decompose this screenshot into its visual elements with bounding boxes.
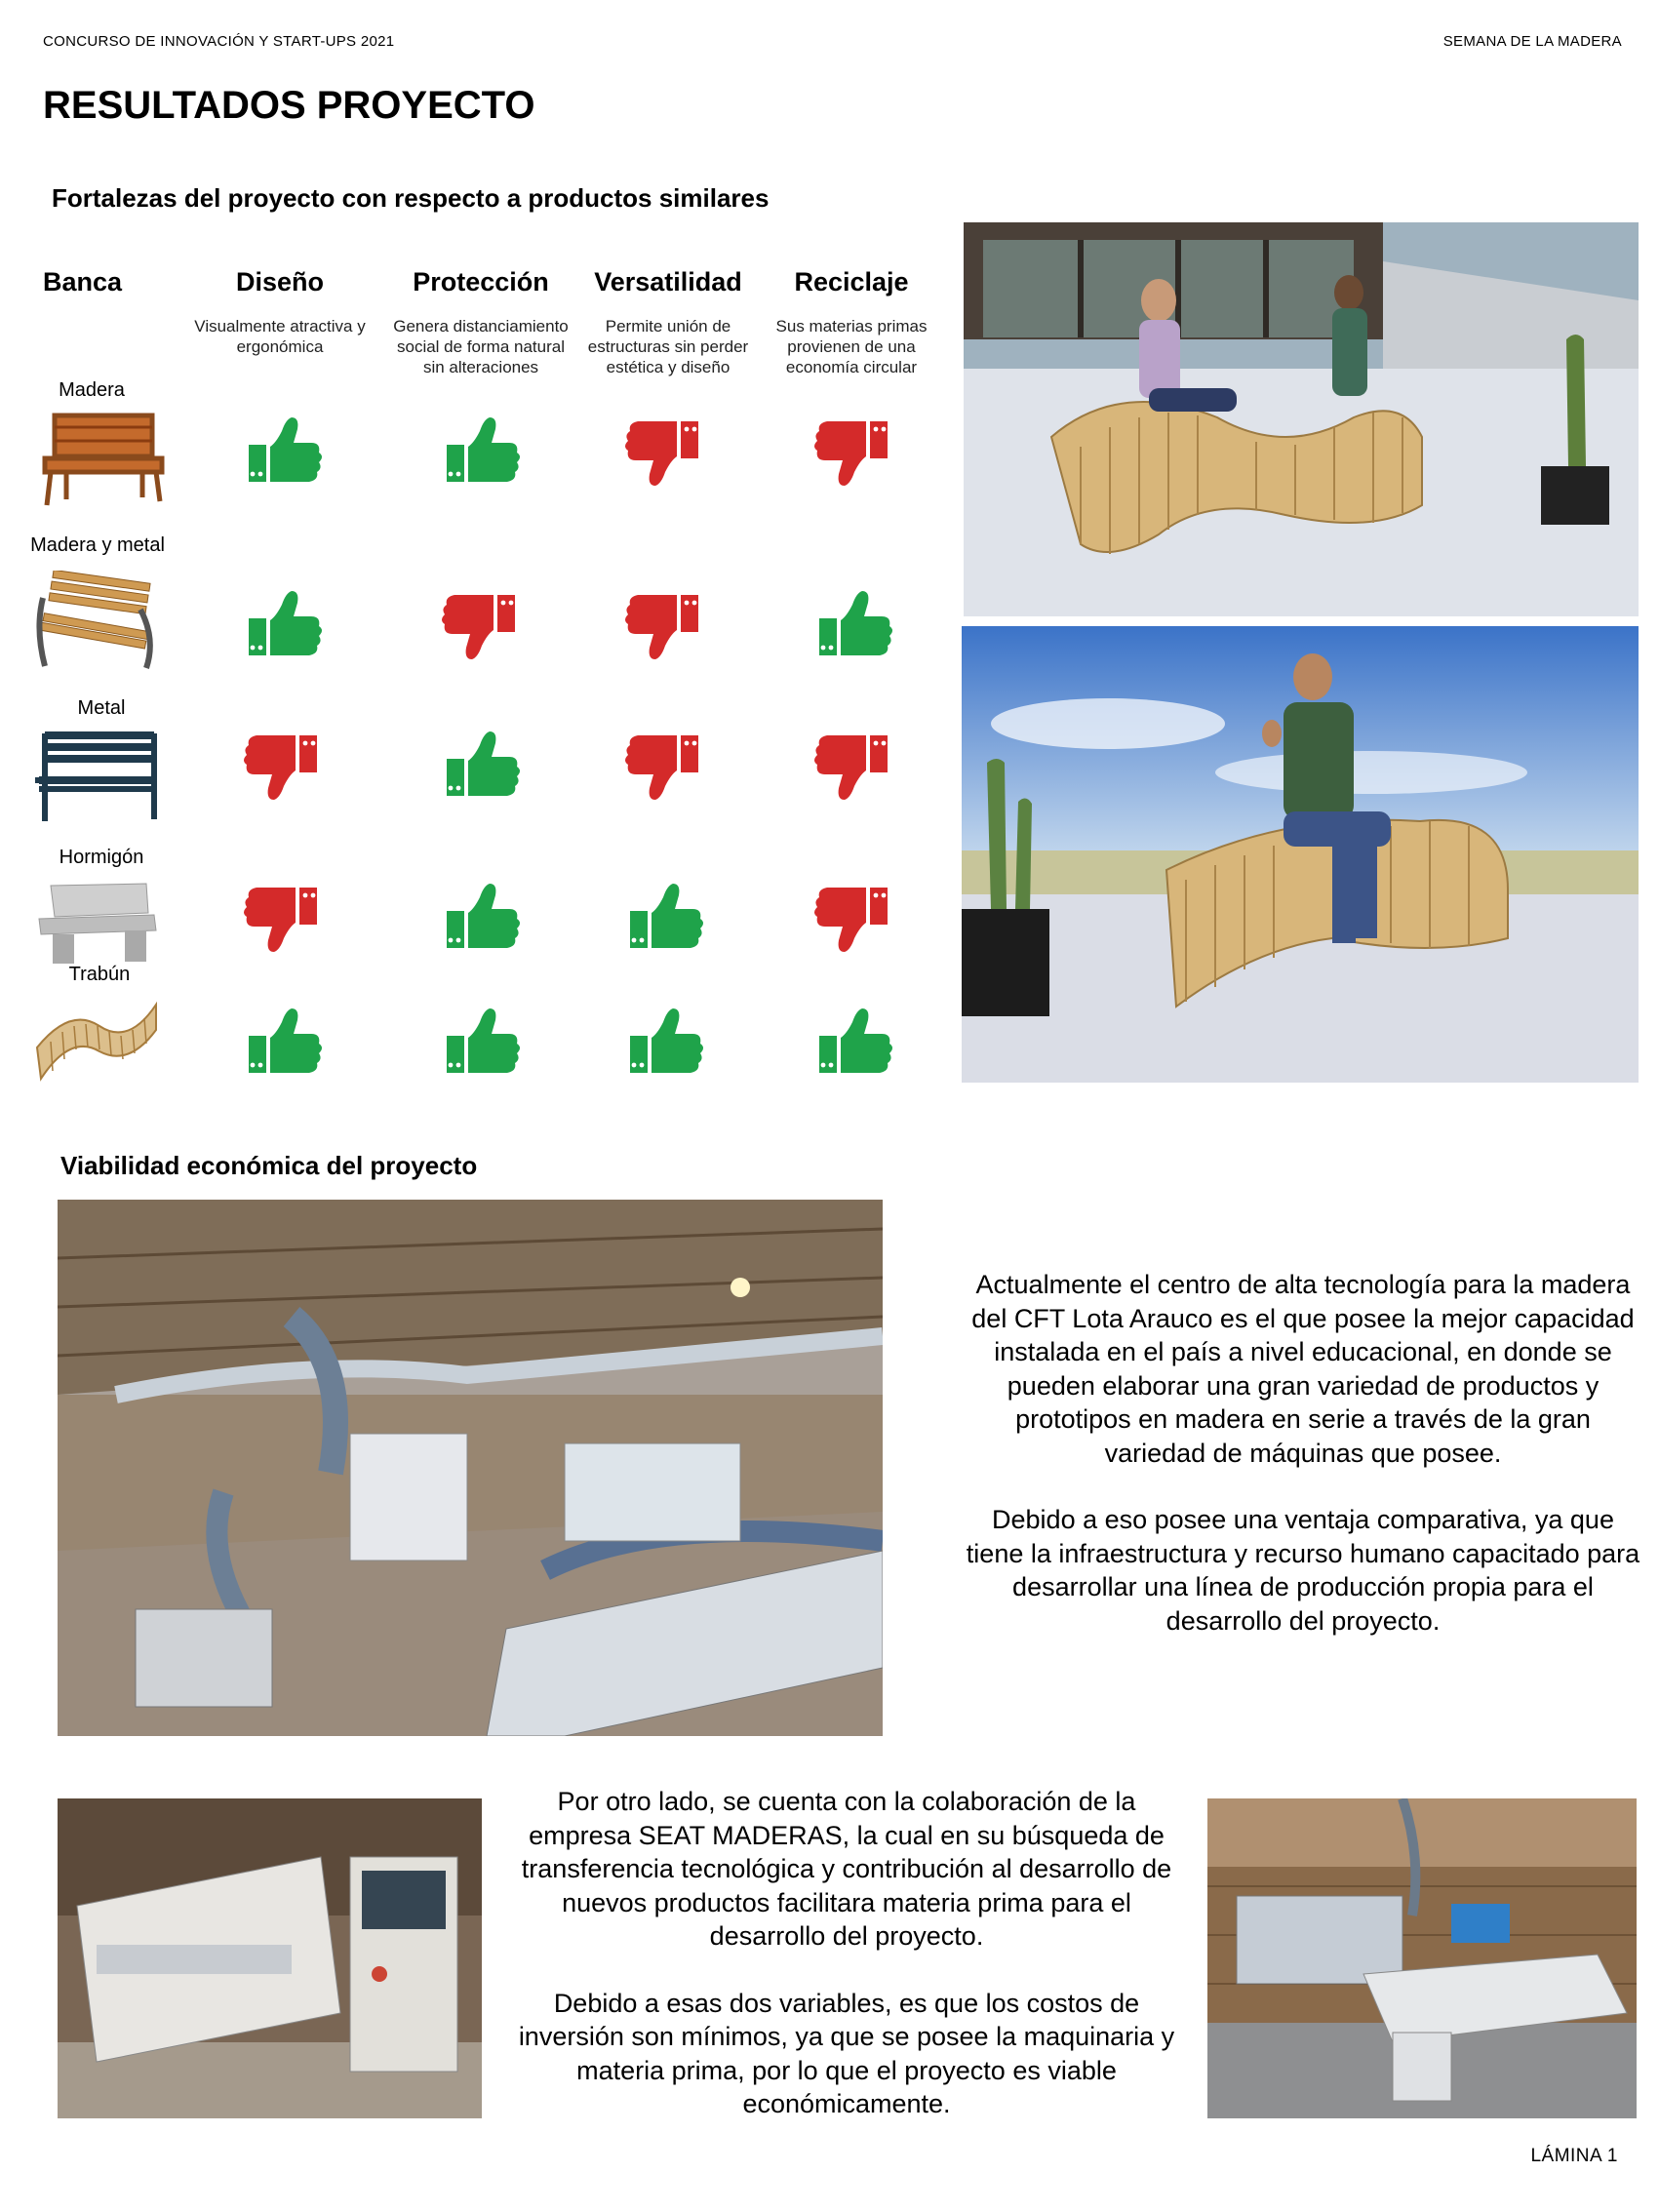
- wood-metal-bench-image: [31, 571, 163, 673]
- thumbs-up-icon: [810, 999, 897, 1086]
- column-header-proteccion: Protección: [413, 267, 549, 296]
- thumbs-down-icon: [239, 874, 327, 962]
- thumbs-up-icon: [437, 722, 525, 810]
- metal-bench-image: [31, 724, 163, 826]
- thumbs-down-icon: [810, 722, 897, 810]
- bench-column-header: Banca: [43, 267, 123, 296]
- row-label-hormigon: Hormigón: [59, 847, 144, 868]
- wooden-bench-image: [37, 408, 169, 510]
- column-desc-versatilidad: Permite unión de estructuras sin perder estética y diseño: [587, 317, 749, 376]
- viability-paragraph-2: Debido a eso posee una ventaja comparativa, ya que tiene la infraestructura y recurso humano capacitado para desarrollar una línea de producción propia para el desarrollo del proyecto.: [966, 1505, 1640, 1636]
- viability-paragraph-1: Actualmente el centro de alta tecnología para la madera del CFT Lota Arauco es el que posee la mejor capacidad instalada en el país a nivel educacional, en donde se pueden elaborar una gran variedad de productos y prototipos en madera en serie a través de la gran variedad de máquinas que posee.: [971, 1270, 1635, 1468]
- thumbs-up-icon: [620, 874, 708, 962]
- viability-text-2: [515, 1785, 1178, 2154]
- thumbs-up-icon: [437, 999, 525, 1086]
- thumbs-up-icon: [239, 408, 327, 495]
- strengths-heading: Fortalezas del proyecto con respecto a productos similares: [52, 183, 770, 213]
- column-desc-reciclaje: Sus materias primas provienen de una economía circular: [775, 317, 928, 376]
- thumbs-down-icon: [810, 408, 897, 495]
- thumbs-down-icon: [620, 581, 708, 669]
- row-label-madera: Madera: [59, 379, 125, 401]
- trabun-bench-image: [31, 987, 163, 1089]
- header-left: CONCURSO DE INNOVACIÓN Y START-UPS 2021: [43, 33, 395, 50]
- column-desc-diseno: Visualmente atractiva y ergonómica: [194, 317, 366, 356]
- viability-heading: Viabilidad económica del proyecto: [60, 1151, 478, 1180]
- thumbs-up-icon: [620, 999, 708, 1086]
- thumbs-down-icon: [810, 874, 897, 962]
- bench-render-image-1: [964, 222, 1639, 616]
- column-header-diseno: Diseño: [235, 267, 325, 296]
- column-header-reciclaje: Reciclaje: [794, 267, 909, 296]
- row-label-trabun: Trabún: [68, 964, 131, 985]
- concrete-bench-image: [31, 874, 163, 976]
- thumbs-down-icon: [620, 722, 708, 810]
- thumbs-up-icon: [239, 999, 327, 1086]
- bench-render-image-2: [962, 626, 1639, 1083]
- thumbs-down-icon: [437, 581, 525, 669]
- cnc-machine-photo: [58, 1798, 482, 2118]
- thumbs-up-icon: [810, 581, 897, 669]
- sheet-number: LÁMINA 1: [1530, 2146, 1618, 2166]
- viability-text-1: [964, 1268, 1642, 1671]
- row-label-madera-metal: Madera y metal: [30, 534, 165, 556]
- thumbs-down-icon: [620, 408, 708, 495]
- header-right: SEMANA DE LA MADERA: [1442, 33, 1622, 50]
- thumbs-down-icon: [239, 722, 327, 810]
- workshop-photo: [58, 1200, 883, 1736]
- column-header-versatilidad: Versatilidad: [594, 267, 742, 296]
- viability-paragraph-3: Por otro lado, se cuenta con la colaboración de la empresa SEAT MADERAS, la cual en su búsqueda de transferencia tecnológica y contribución al desarrollo de nuevos productos facilitara materia prima para el desarrollo del proyecto.: [521, 1787, 1172, 1951]
- saw-machine-photo: [1207, 1798, 1637, 2118]
- thumbs-up-icon: [437, 408, 525, 495]
- thumbs-up-icon: [437, 874, 525, 962]
- viability-paragraph-4: Debido a esas dos variables, es que los costos de inversión son mínimos, ya que se posee la maquinaria y materia prima, por lo que el proyecto es viable económicamente.: [518, 1988, 1175, 2118]
- thumbs-up-icon: [239, 581, 327, 669]
- column-desc-proteccion: Genera distanciamiento social de forma natural sin alteraciones: [393, 317, 569, 376]
- row-label-metal: Metal: [77, 697, 126, 719]
- page-title: RESULTADOS PROYECTO: [43, 84, 535, 127]
